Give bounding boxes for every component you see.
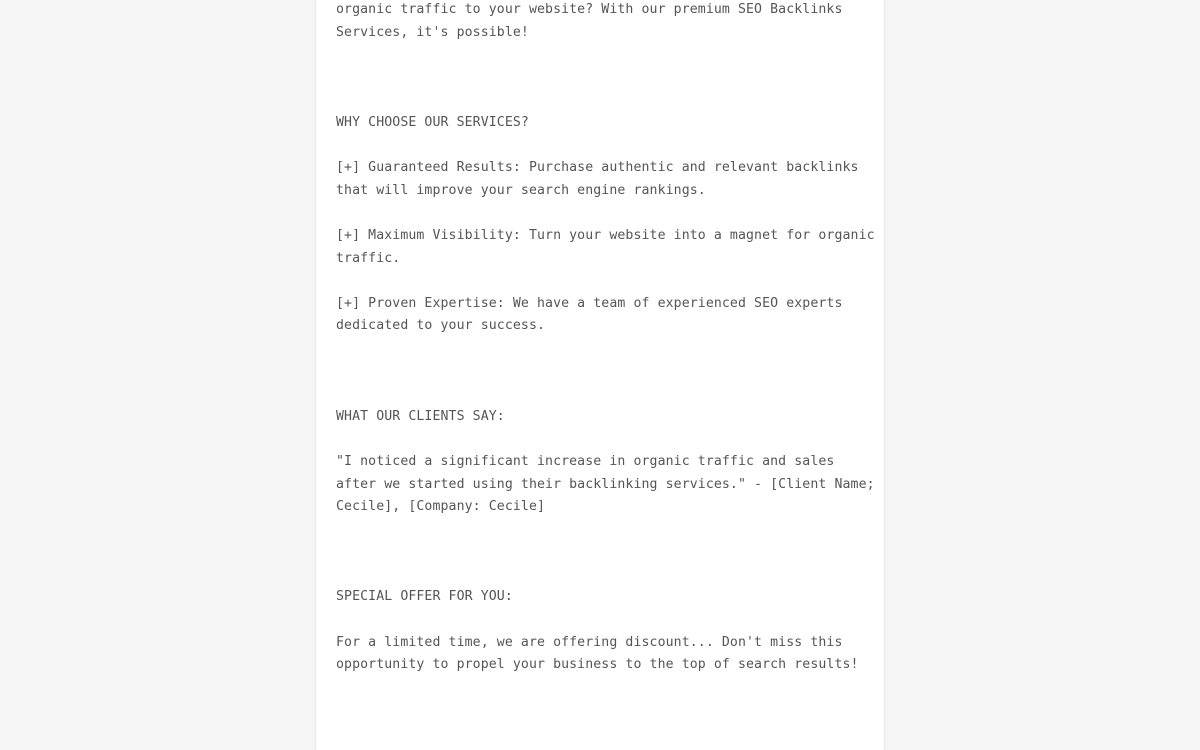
why-heading: WHY CHOOSE OUR SERVICES?	[336, 114, 529, 130]
benefit-item-results: [+] Guaranteed Results: Purchase authentic and relevant backlinks that will improve your search engine rankings.	[336, 160, 859, 198]
email-body-panel	[315, 0, 885, 750]
client-quote: "I noticed a significant increase in organic traffic and sales after we started using their backlinking services." - [Client Name; Cecile], [Company: Cecile]	[336, 453, 875, 515]
email-content	[336, 0, 876, 677]
clients-heading: WHAT OUR CLIENTS SAY:	[336, 408, 505, 424]
offer-heading: SPECIAL OFFER FOR YOU:	[336, 589, 513, 605]
spacer	[336, 519, 876, 587]
spacer	[336, 428, 876, 451]
spacer	[336, 609, 876, 632]
spacer	[336, 338, 876, 406]
spacer	[336, 270, 876, 293]
benefit-item-visibility: [+] Maximum Visibility: Turn your website into a magnet for organic traffic.	[336, 227, 875, 266]
spacer	[336, 44, 876, 112]
intro-paragraph: organic traffic to your website? With our premium SEO Backlinks Services, it's possible!	[336, 2, 843, 40]
offer-paragraph: For a limited time, we are offering discount... Don't miss this opportunity to propel your business to the top of search results!	[336, 634, 859, 673]
spacer	[336, 135, 876, 158]
benefit-item-expertise: [+] Proven Expertise: We have a team of experienced SEO experts dedicated to your success.	[336, 295, 843, 334]
spacer	[336, 202, 876, 225]
